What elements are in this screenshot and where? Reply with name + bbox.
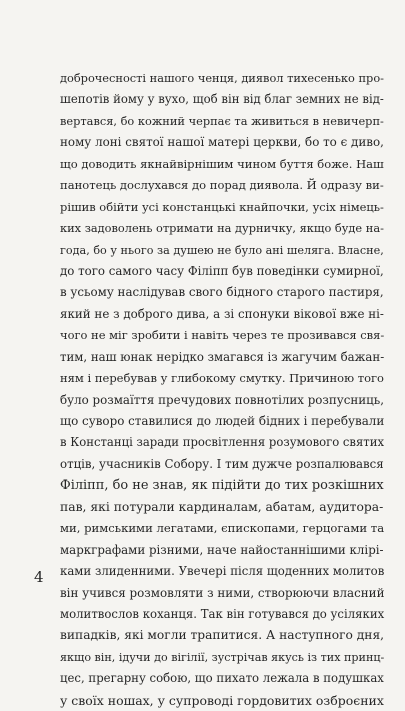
text-line: ких задоволень отримати на дурничку, якщо буде на- [60, 221, 384, 236]
text-line: якщо він, ідучи до вігілії, зустрічав якусь із тих принц- [60, 650, 385, 664]
text-line: який не з доброго дива, а зі спонуки вікової вже ні- [60, 306, 384, 321]
text-line: пав, які потурали кардиналам, абатам, аудитора- [60, 499, 384, 514]
text-line: маркграфами різними, наче найостаннішими клірі- [60, 542, 384, 557]
text-line: Філіпп, бо не знав, як підійти до тих розкішних [60, 478, 384, 494]
text-line: шепотів йому у вухо, щоб він від благ земних не від- [60, 92, 384, 107]
text-line: цес, прегарну собою, що пихато лежала в подушках [60, 671, 384, 686]
text-line: до того самого часу Філіпп був поведінки сумирної, [60, 263, 384, 278]
text-line: що суворо ставилися до людей бідних і перебували [60, 414, 385, 428]
text-line: доброчесності нашого ченця, диявол тихесенько про- [60, 71, 385, 85]
text-line: молитвослов коханця. Так він готувався до усіляких [60, 606, 385, 621]
text-line: панотець дослухався до порад диявола. Й одразу ви- [60, 178, 384, 193]
text-line: ми, римськими легатами, єпископами, герцогами та [60, 521, 385, 536]
text-line: тим, наш юнак нерідко змагався із жагучим бажан- [60, 349, 385, 364]
text-line: що доводить якнайвірнішим чином буття боже. Наш [60, 156, 384, 171]
text-line: чого не міг зробити і навіть через те прозивався свя- [60, 328, 385, 343]
text-line: вертався, бо кожний черпає та живиться в невичерп- [60, 113, 384, 128]
text-line: рішив обійти усі констанцькі кнайпочки, усіх німець- [60, 199, 384, 214]
text-line: він учився розмовляти з ними, створюючи власний [60, 585, 385, 600]
body-text [60, 68, 384, 711]
text-line: ному лоні святої нашої матері церкви, бо то є диво, [60, 135, 384, 150]
text-line: у своїх ношах, у супроводі гордовитих озброєних [60, 692, 384, 708]
text-line: випадків, які могли трапитися. А наступного дня, [60, 628, 385, 643]
text-line: года, бо у нього за душею не було ані шеляга. Власне, [60, 243, 384, 257]
text-line: отців, учасників Собору. І тим дужче розпалювався [60, 456, 384, 471]
text-line: ками злиденними. Увечері після щоденних молитов [60, 564, 385, 579]
page-number: 4 [34, 568, 44, 586]
text-line: було розмаїття пречудових повнотілих розпусниць, [60, 392, 385, 407]
text-line: в Констанці заради просвітлення розумового святих [60, 435, 385, 450]
text-line: в усьому наслідував свого бідного старого пастиря, [60, 285, 384, 300]
text-line: ням і перебував у глибокому смутку. Причиною того [60, 371, 384, 386]
